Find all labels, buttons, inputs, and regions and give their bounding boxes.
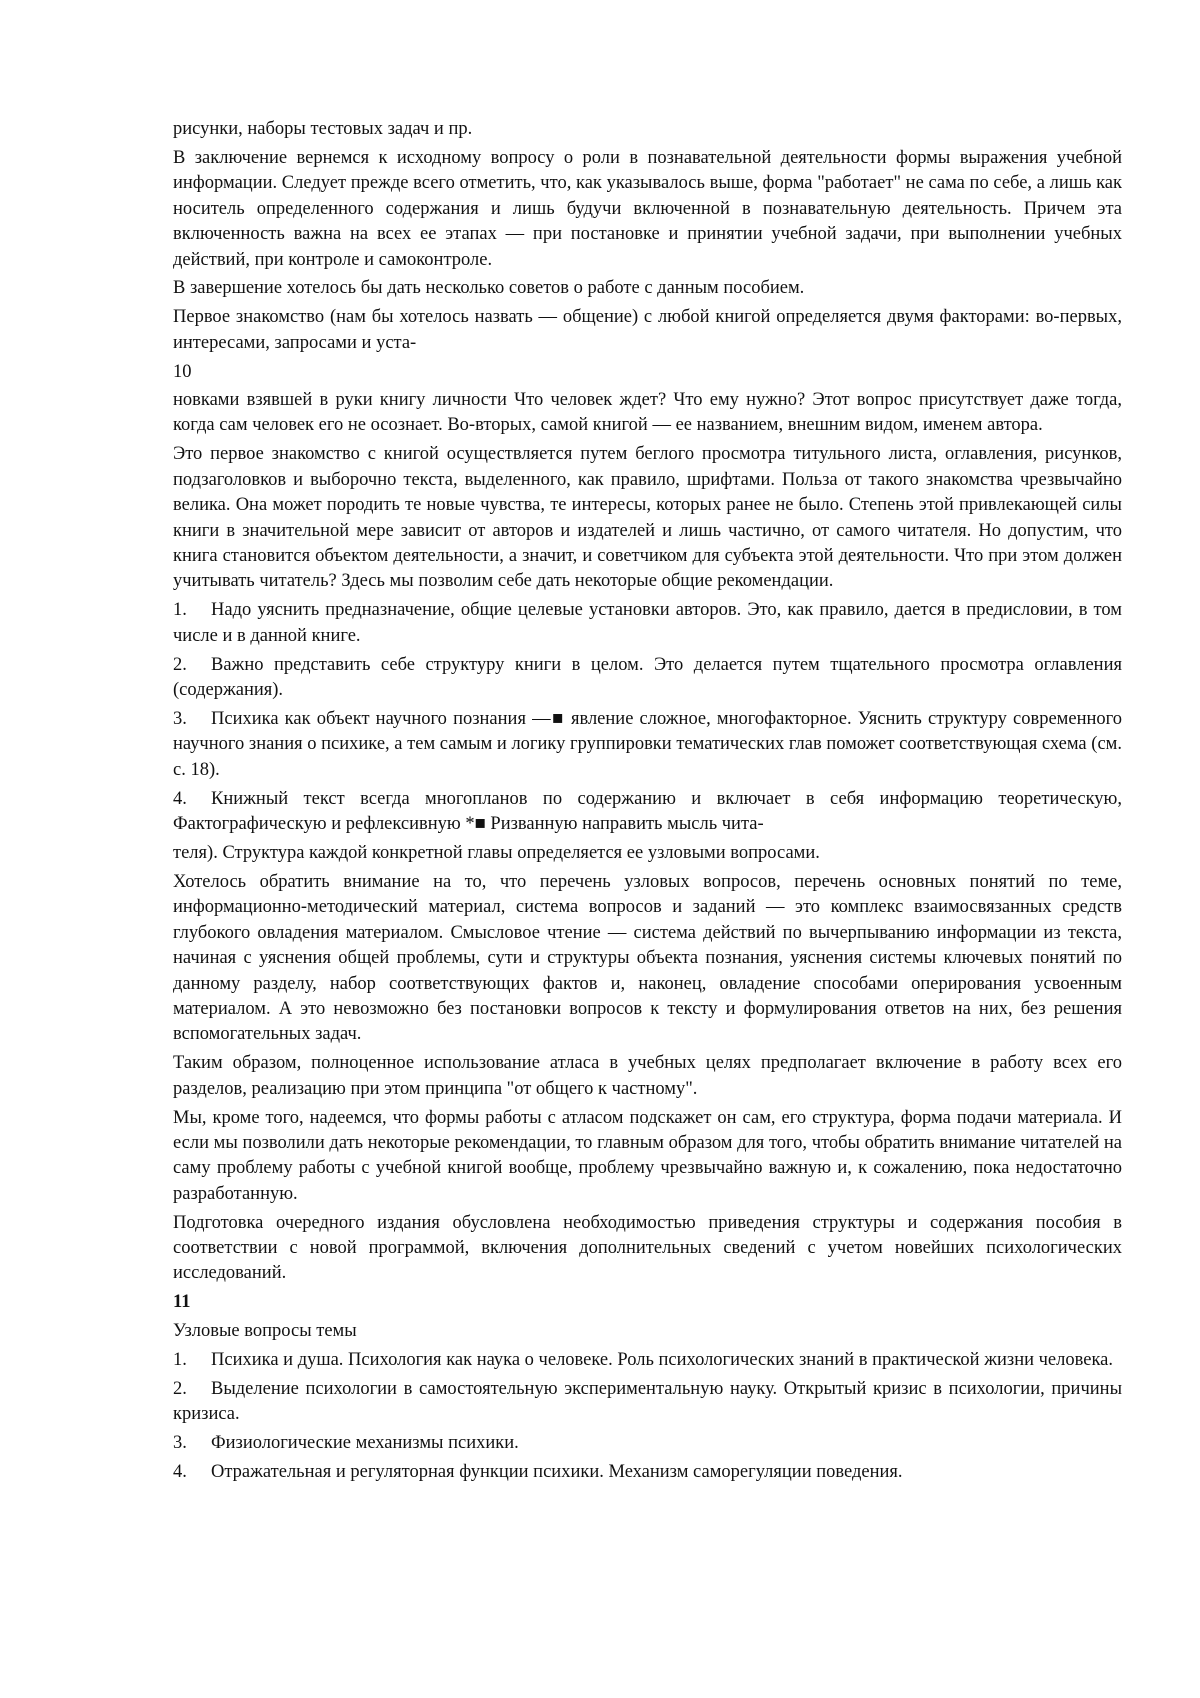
paragraph: Мы, кроме того, надеемся, что формы работы с атласом подскажет он сам, его структура, форма подачи материала. И если мы позволили дать некоторые рекомендации, то главным образом для того, чтобы обратить внимание читателей на саму проблему работы с учебной книгой вообще, проблему чрезвычайно важную и, к сожалению, пока недостаточно разработанную. — [173, 1107, 1122, 1204]
item-number: 4. — [173, 788, 187, 809]
item-text: Отражательная и регуляторная функции психики. Механизм саморегуляции поведения. — [211, 1461, 903, 1482]
numbered-item — [173, 1431, 1122, 1456]
item-text: Психика как объект научного познания —■ явление сложное, многофакторное. Уяснить структуру современного научного знания о психике, а тем самым и логику группировки тематических глав поможет соответствующая схема (см. с. 18). — [173, 708, 1122, 780]
paragraph: В завершение хотелось бы дать несколько советов о работе с данным пособием. — [173, 278, 805, 299]
item-text: Выделение психологии в самостоятельную экспериментальную науку. Открытый кризис в психологии, причины кризиса. — [173, 1378, 1122, 1424]
item-number: 2. — [173, 654, 187, 675]
item-number: 1. — [173, 600, 187, 621]
paragraph: Узловые вопросы темы — [173, 1320, 357, 1341]
item-text: Психика и душа. Психология как наука о человеке. Роль психологических знаний в практической жизни человека. — [211, 1349, 1114, 1370]
numbered-item — [173, 707, 1122, 783]
item-number: 3. — [173, 1432, 187, 1453]
numbered-item — [173, 1460, 1122, 1485]
item-text: Книжный текст всегда многопланов по содержанию и включает в себя информацию теоретическую, Фактографическую и рефлексивную *■ Ризванную направить мысль чита- — [173, 788, 1122, 835]
item-text: Надо уяснить предназначение, общие целевые установки авторов. Это, как правило, дается в предисловии, в том числе и в данной книге. — [173, 600, 1122, 646]
numbered-item — [173, 598, 1122, 649]
item-number: 3. — [173, 708, 187, 729]
paragraph: В заключение вернемся к исходному вопросу о роли в познавательной деятельности формы выражения учебной информации. Следует прежде всего отметить, что, как указывалось выше, форма "работает" не сама по себе, а лишь как носитель определенного содержания и лишь будучи включенной в познавательную деятельность. Причем эта включенность важна на всех ее этапах — при постановке и принятии учебной задачи, при выполнении учебных действий, при контроле и самоконтроле. — [173, 147, 1122, 270]
paragraph: Первое знакомство (нам бы хотелось назвать — общение) с любой книгой определяется двумя факторами: во-первых, интересами, запросами и уста- — [173, 307, 1122, 353]
numbered-item — [173, 787, 1122, 838]
paragraph: Это первое знакомство с книгой осуществляется путем беглого просмотра титульного листа, оглавления, рисунков, подзаголовков и выборочно текста, выделенного, как правило, шрифтами. Польза от такого знакомства чрезвычайно велика. Она может породить те новые чувства, те интересы, которых ранее не было. Степень этой привлекающей силы книги в значительной мере зависит от авторов и издателей и лишь частично, от самого читателя. Но допустим, что книга становится объектом деятельности, а значит, и советчиком для субъекта этой деятельности. Что при этом должен учитывать читатель? Здесь мы позволим себе дать некоторые общие рекомендации. — [173, 444, 1122, 592]
paragraph: рисунки, наборы тестовых задач и пр. — [173, 119, 473, 139]
numbered-item — [173, 1377, 1122, 1428]
paragraph: Таким образом, полноценное использование атласа в учебных целях предполагает включение в работу всех его разделов, реализацию при этом принципа "от общего к частному". — [173, 1053, 1122, 1099]
paragraph: теля). Структура каждой конкретной главы определяется ее узловыми вопросами. — [173, 842, 820, 863]
page-number: 11 — [173, 1292, 191, 1313]
item-number: 1. — [173, 1349, 187, 1370]
numbered-item — [173, 1348, 1122, 1373]
numbered-item — [173, 653, 1122, 704]
item-number: 2. — [173, 1378, 187, 1399]
item-number: 4. — [173, 1461, 187, 1482]
paragraph: Хотелось обратить внимание на то, что перечень узловых вопросов, перечень основных понятий по теме, информационно-методический материал, система вопросов и заданий — это комплекс взаимосвязанных средств глубокого овладения материалом. Смысловое чтение — система действий по вычерпыванию информации из текста, начиная с уяснения общей проблемы, сути и структуры объекта познания, уяснения системы ключевых понятий по данному разделу, набор соответствующих фактов и, наконец, овладение способами оперирования усвоенным материалом. А это невозможно без постановки вопросов к тексту и формулирования ответов на них, без решения вспомогательных задач. — [173, 871, 1122, 1045]
item-text: Физиологические механизмы психики. — [211, 1432, 519, 1453]
paragraph: новками взявшей в руки книгу личности Что человек ждет? Что ему нужно? Этот вопрос присутствует даже тогда, когда сам человек его не осознает. Во-вторых, самой книгой — ее названием, внешним видом, именем автора. — [173, 390, 1122, 436]
paragraph: Подготовка очередного издания обусловлена необходимостью приведения структуры и содержания пособия в соответствии с новой программой, включения дополнительных сведений с учетом новейших психологических исследований. — [173, 1212, 1122, 1284]
item-text: Важно представить себе структуру книги в целом. Это делается путем тщательного просмотра оглавления (содержания). — [173, 654, 1122, 701]
page-number: 10 — [173, 361, 192, 382]
